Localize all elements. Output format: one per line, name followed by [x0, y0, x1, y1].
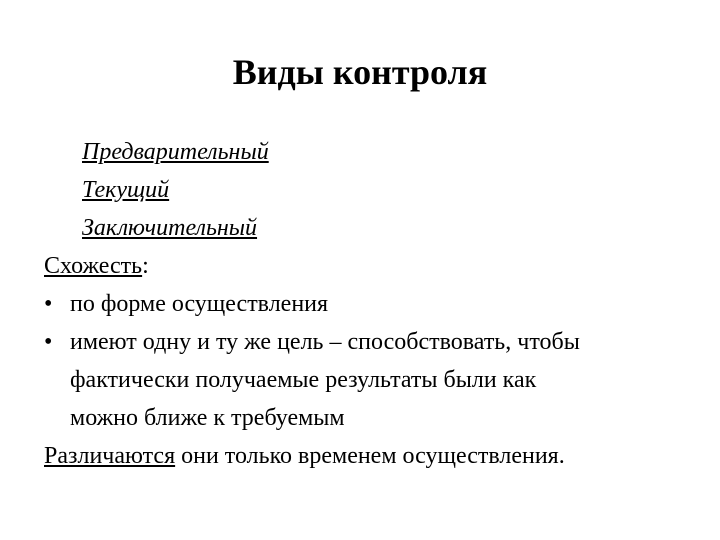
difference-line	[44, 437, 694, 475]
bullet-marker: •	[44, 329, 53, 355]
slide-body	[44, 133, 694, 475]
similarity-bullet-2-text-line-3: можно ближе к требуемым	[70, 405, 345, 431]
control-type-final: Заключительный	[82, 215, 258, 241]
difference-text: они только временем осуществления.	[175, 443, 565, 469]
similarity-colon: :	[142, 253, 149, 279]
similarity-bullet-2-text-line-1: имеют одну и ту же цель – способствовать, чтобы	[70, 329, 580, 355]
bullet-marker: •	[44, 291, 53, 317]
similarity-bullet-2-text-line-2: фактически получаемые результаты были как	[70, 367, 537, 393]
difference-heading: Различаются	[44, 443, 176, 469]
similarity-bullet-1-text: по форме осуществления	[70, 291, 329, 317]
control-type-preliminary: Предварительный	[82, 139, 269, 165]
control-type-current: Текущий	[82, 177, 170, 203]
similarity-heading: Схожесть	[44, 253, 143, 279]
similarity-bullet-2	[44, 323, 694, 361]
similarity-heading-line	[44, 247, 694, 285]
slide-title: Виды контроля	[232, 52, 488, 92]
similarity-bullet-1	[44, 285, 694, 323]
